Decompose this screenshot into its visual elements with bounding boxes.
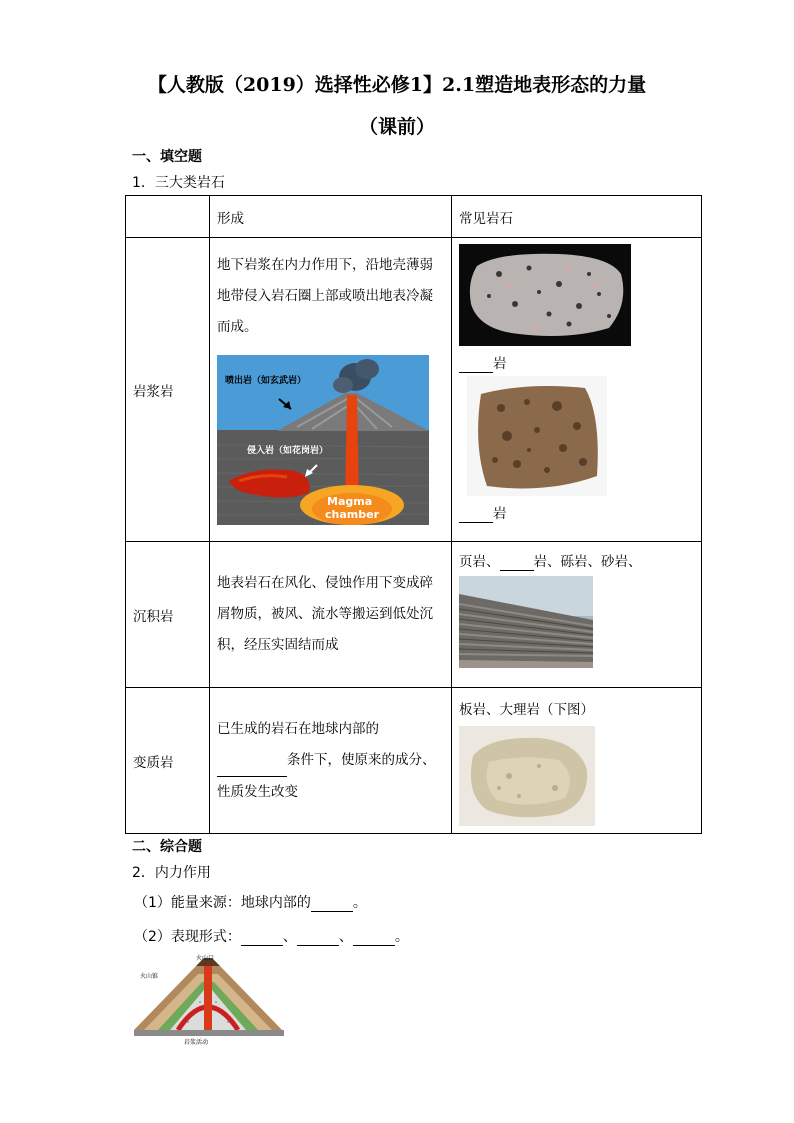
document-subtitle: （课前） — [358, 116, 435, 138]
igneous-rock-1-blank[interactable] — [459, 356, 493, 373]
igneous-rock-1-answer — [459, 352, 694, 374]
igneous-rock-2-answer — [459, 502, 694, 524]
table-header-row — [126, 196, 702, 238]
document-title: 【人教版（2019）选择性必修1】2.1塑造地表形态的力量 — [147, 74, 647, 96]
granite-photo — [459, 244, 631, 346]
question-2-part-2 — [134, 926, 409, 946]
marble-photo — [459, 726, 595, 826]
rock-type-igneous: 岩浆岩 — [126, 238, 210, 542]
common-rocks-cell-igneous — [452, 238, 702, 542]
question-2-part-1 — [134, 892, 367, 912]
magma-chamber-label-1: Magma — [327, 495, 373, 508]
sedimentary-examples-after: 岩、砾岩、砂岩、 — [533, 554, 642, 570]
intrusive-rock-label: 侵入岩（如花岗岩） — [247, 446, 329, 456]
question-1-label: 1．三大类岩石 — [132, 175, 225, 191]
common-rocks-cell-metamorphic — [452, 688, 702, 834]
header-cell-empty — [126, 196, 210, 238]
extrusive-rock-label: 喷出岩（如玄武岩） — [225, 376, 307, 386]
formation-cell-igneous — [210, 238, 452, 542]
sedimentary-strata-photo — [459, 576, 593, 668]
common-rocks-cell-sedimentary — [452, 542, 702, 688]
form-blank-3[interactable] — [353, 929, 395, 946]
pumice-photo — [467, 376, 607, 496]
table-row-metamorphic — [126, 688, 702, 834]
section-heading-comprehensive: 二、综合题 — [132, 839, 202, 855]
form-blank-2[interactable] — [297, 929, 339, 946]
q2-sep-1: 、 — [282, 929, 297, 945]
formation-cell-metamorphic — [210, 688, 452, 834]
table-row-sedimentary — [126, 542, 702, 688]
igneous-rock-2-blank[interactable] — [459, 506, 493, 523]
crater-label: 火山口 — [196, 955, 215, 962]
q2-sep-2: 、 — [338, 929, 353, 945]
volcano-cross-section-image — [217, 355, 429, 525]
q2-part2-prefix: （2）表现形式： — [134, 929, 241, 945]
metamorphic-examples: 板岩、大理岩（下图） — [459, 702, 594, 718]
igneous-rock-1-suffix: 岩 — [493, 356, 507, 372]
form-blank-1[interactable] — [241, 929, 283, 946]
q2-part1-prefix: （1）能量来源：地球内部的 — [134, 895, 311, 911]
question-2-label: 2．内力作用 — [132, 865, 211, 881]
metamorphic-condition-blank[interactable] — [217, 745, 287, 777]
magma-chamber-label-2: chamber — [325, 508, 379, 521]
formation-text-metamorphic-2 — [217, 745, 444, 777]
formation-cell-sedimentary — [210, 542, 452, 688]
table-row-igneous — [126, 238, 702, 542]
header-cell-common-rocks: 常见岩石 — [452, 196, 702, 238]
magma-activity-label: 岩浆活动 — [184, 1039, 209, 1046]
energy-source-blank[interactable] — [311, 895, 353, 912]
igneous-rock-2-suffix: 岩 — [493, 506, 507, 522]
sedimentary-examples — [459, 550, 694, 572]
formation-text-metamorphic-1: 已生成的岩石在地球内部的 — [217, 720, 379, 737]
q2-part1-suffix: 。 — [352, 895, 367, 911]
rock-type-sedimentary: 沉积岩 — [126, 542, 210, 688]
section-heading-fill-blank: 一、填空题 — [132, 149, 202, 165]
volcanic-cone-label: 火山锥 — [140, 973, 159, 980]
formation-text-metamorphic-3: 性质发生改变 — [217, 783, 298, 800]
sedimentary-rock-blank[interactable] — [500, 554, 534, 571]
rock-types-table — [125, 195, 702, 834]
header-cell-formation: 形成 — [210, 196, 452, 238]
formation-text-sedimentary: 地表岩石在风化、侵蚀作用下变成碎屑物质，被风、流水等搬运到低处沉积，经压实固结而成 — [217, 575, 433, 653]
volcano-structure-diagram — [134, 954, 284, 1046]
formation-text-igneous: 地下岩浆在内力作用下，沿地壳薄弱地带侵入岩石圈上部或喷出地表冷凝而成。 — [217, 257, 433, 335]
q2-part2-suffix: 。 — [394, 929, 409, 945]
rock-type-metamorphic: 变质岩 — [126, 688, 210, 834]
sedimentary-examples-before: 页岩、 — [459, 554, 500, 570]
formation-text-metamorphic-2-rest: 条件下，使原来的成分、 — [287, 751, 436, 768]
